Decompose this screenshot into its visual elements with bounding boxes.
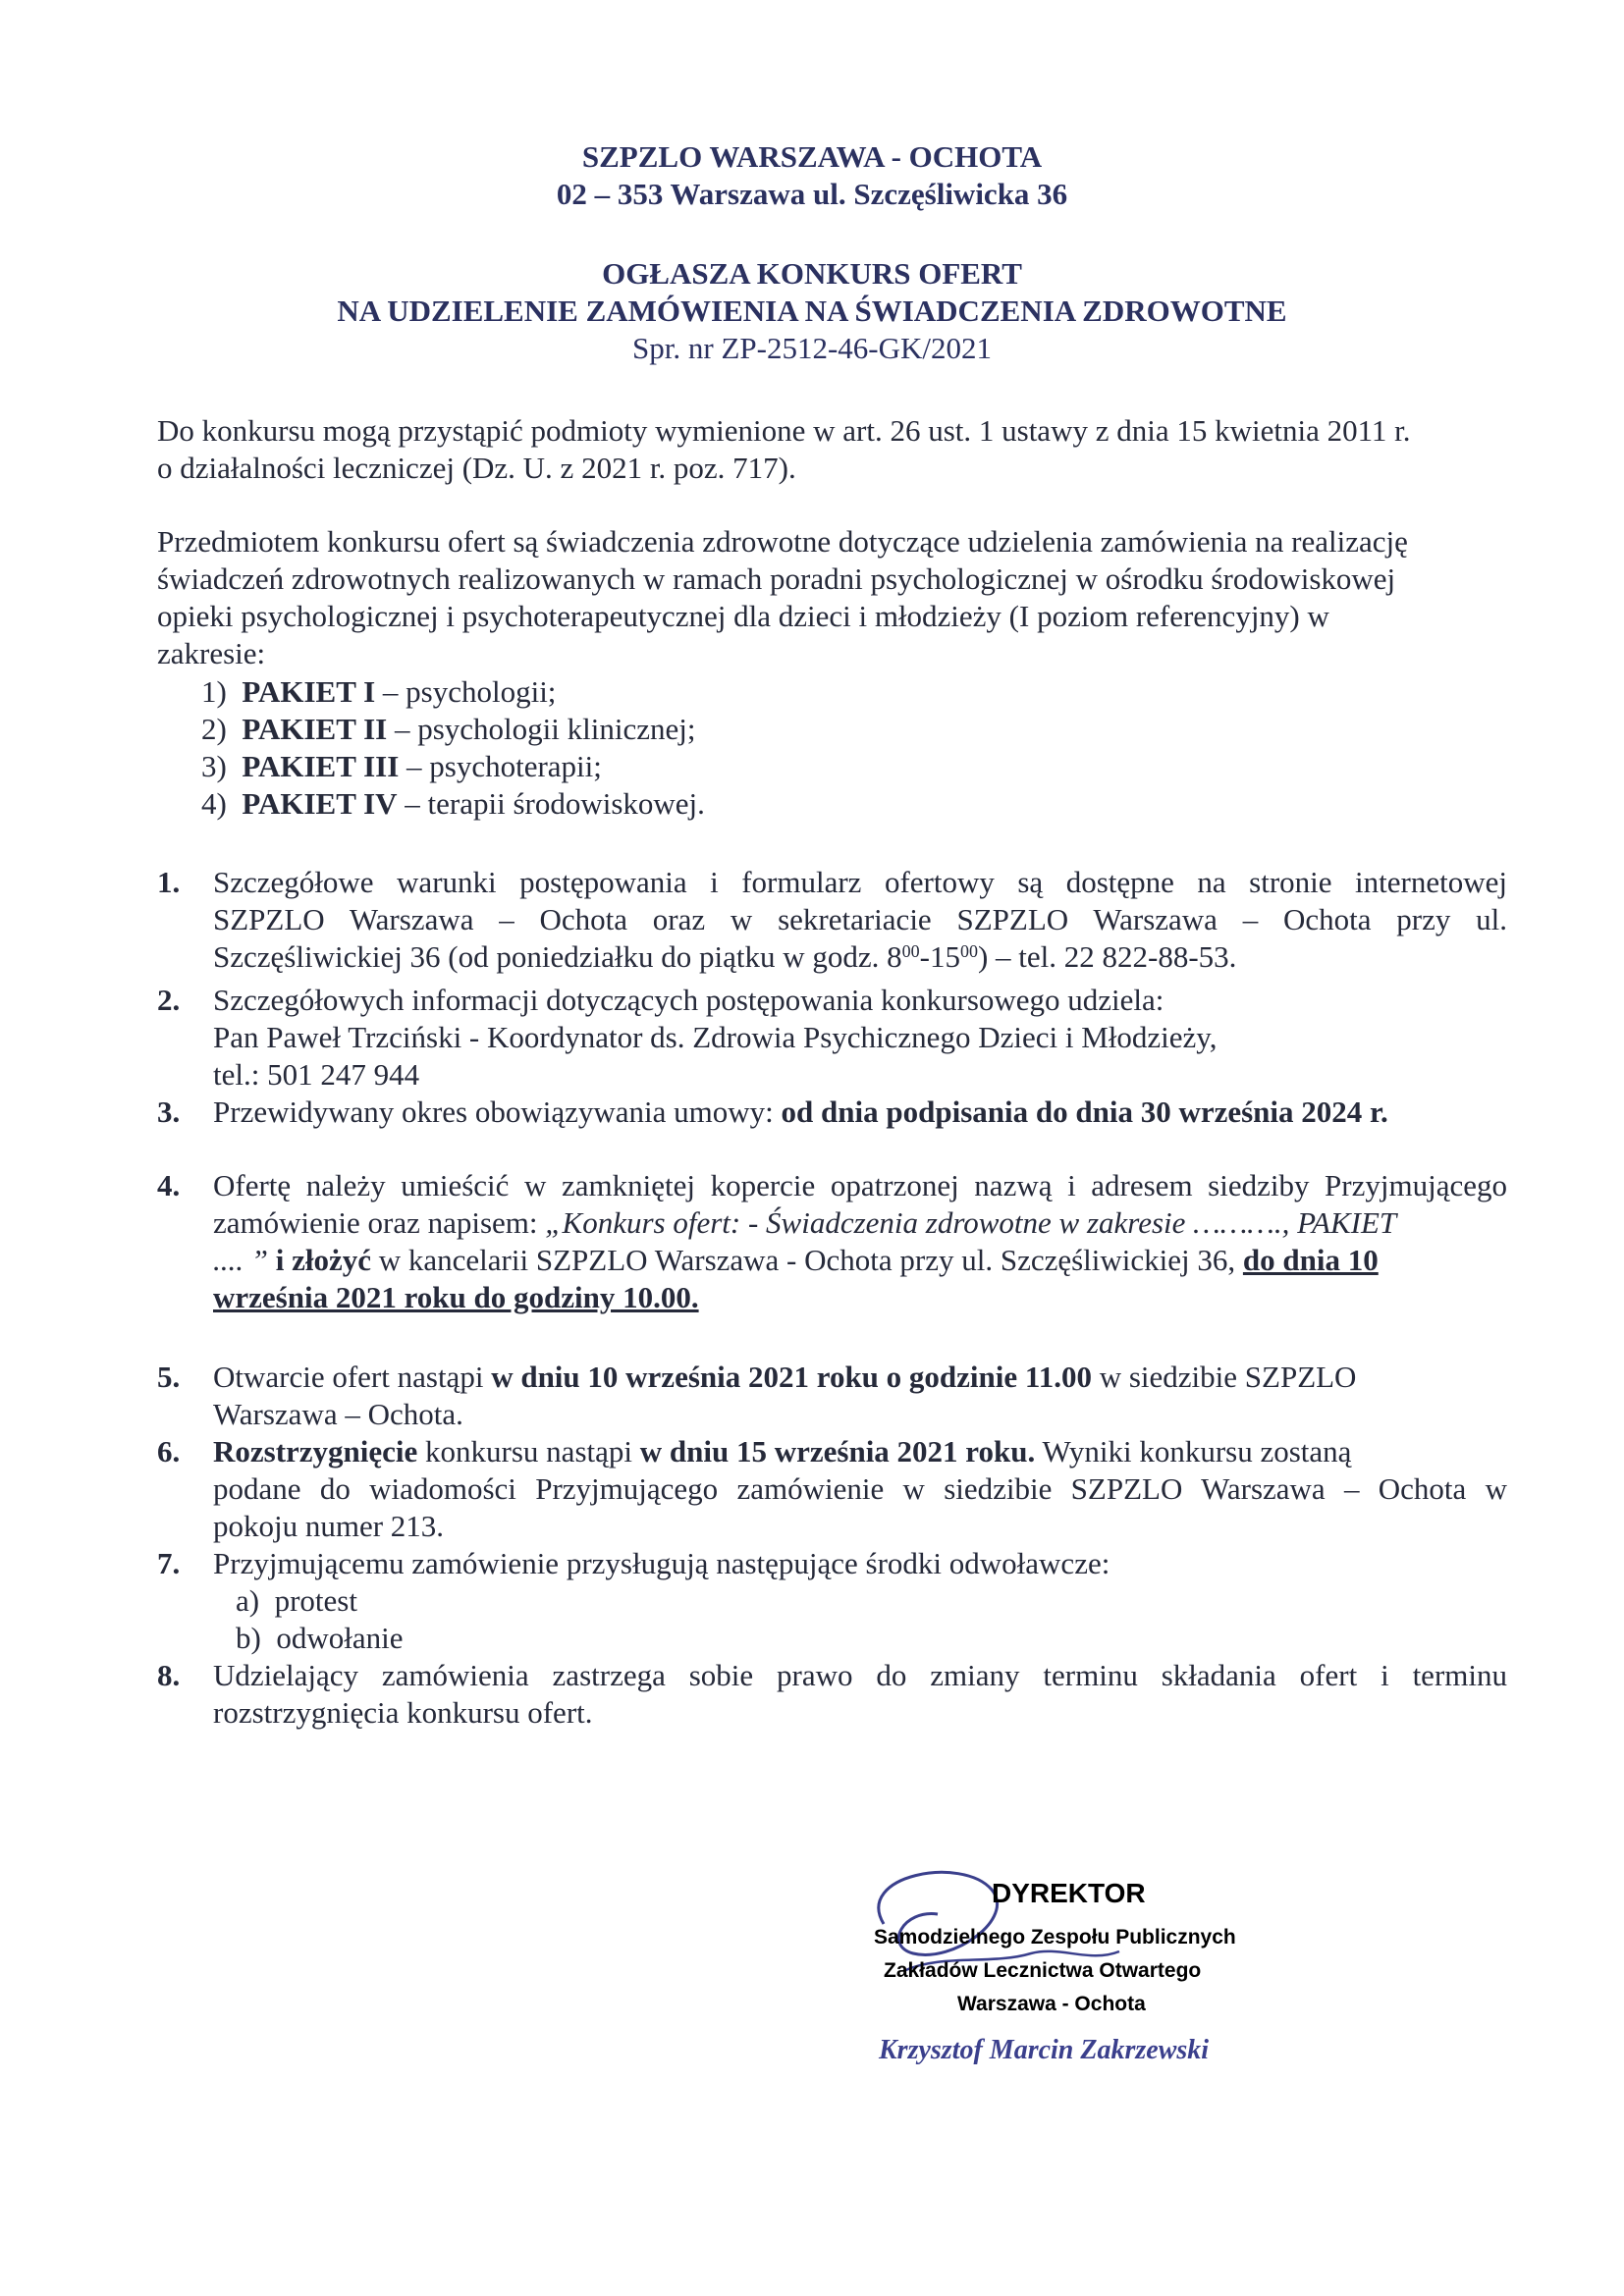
org-address: 02 – 353 Warszawa ul. Szczęśliwicka 36 (556, 177, 1068, 211)
package-item: 4) PAKIET IV – terapii środowiskowej. (201, 786, 705, 821)
item-number: 2. (157, 983, 181, 1017)
header-block (0, 138, 1624, 213)
item-number: 1. (157, 865, 181, 899)
list-item: 1. Szczegółowe warunki postępowania i formularz ofertowy są dostępne na stronie internetowej SZPZLO Warszawa – Ochota oraz w sekretariacie SZPZLO Warszawa – Ochota przy ul. Szczęśliwickiej 36 (od poniedziałku do piątku w godz. $8^{00}-15^{00}$) – tel. 22 822-88-53. (157, 865, 1507, 974)
package-name: PAKIET III (242, 749, 400, 783)
subject-paragraph (157, 523, 1507, 672)
stamp-line: Samodzielnego Zespołu Publicznych (874, 1926, 1236, 1949)
sub-item: a) protest (236, 1583, 357, 1618)
package-name: PAKIET IV (242, 786, 398, 821)
case-number: Spr. nr ZP-2512-46-GK/2021 (632, 331, 992, 365)
package-name: PAKIET I (242, 674, 376, 709)
item-number: 4. (157, 1168, 181, 1202)
package-item: 1) PAKIET I – psychologii; (201, 674, 557, 709)
stamp-title: DYREKTOR (992, 1878, 1146, 1908)
item-number: 7. (157, 1546, 181, 1580)
item-number: 3. (157, 1095, 181, 1129)
stamp-line: Zakładów Lecznictwa Otwartego (884, 1959, 1202, 1982)
intro-line: Do konkursu mogą przystąpić podmioty wymienione w art. 26 ust. 1 ustawy z dnia 15 kwietnia 2011 r. (157, 413, 1411, 448)
list-item: 6. Rozstrzygnięcie konkursu nastąpi w dniu 15 września 2021 roku. Wyniki konkursu zostaną podane do wiadomości Przyjmującego zamówienie w siedzibie SZPZLO Warszawa – Ochota w pokoju numer 213. (157, 1434, 1507, 1543)
org-name: SZPZLO WARSZAWA - OCHOTA (581, 139, 1043, 174)
package-name: PAKIET II (242, 712, 388, 746)
subject-line: Przedmiotem konkursu ofert są świadczenia zdrowotne dotyczące udzielenia zamówienia na realizację (157, 524, 1408, 559)
sub-item: b) odwołanie (236, 1621, 404, 1655)
intro-line: o działalności leczniczej (Dz. U. z 2021 r. poz. 717). (157, 451, 796, 485)
signer-name: Krzysztof Marcin Zakrzewski (879, 2035, 1210, 2065)
announcement-title: OGŁASZA KONKURS OFERT (602, 256, 1022, 291)
list-item: 4. Ofertę należy umieścić w zamkniętej kopercie opatrzonej nazwą i adresem siedziby Przyjmującego zamówienie oraz napisem: „Konkurs ofert: - Świadczenia zdrowotne w zakresie ………., PAKIET .... ” i złożyć w kancelarii SZPZLO Warszawa - Ochota przy ul. Szczęśliwickiej 36, do dnia 10 września 2021 roku do godziny 10.00. (157, 1168, 1507, 1314)
intro-paragraph (157, 412, 1507, 487)
item-number: 8. (157, 1658, 181, 1692)
list-item: 5. Otwarcie ofert nastąpi w dniu 10 września 2021 roku o godzinie 11.00 w siedzibie SZPZLO Warszawa – Ochota. (157, 1360, 1357, 1431)
list-item: 3. Przewidywany okres obowiązywania umowy: od dnia podpisania do dnia 30 września 2024 r. (157, 1095, 1388, 1129)
subject-line: świadczeń zdrowotnych realizowanych w ramach poradni psychologicznej w ośrodku środowiskowej (157, 561, 1396, 596)
list-item: 7. Przyjmującemu zamówienie przysługują następujące środki odwoławcze: (157, 1546, 1110, 1580)
item-number: 6. (157, 1434, 181, 1468)
package-item: 3) PAKIET III – psychoterapii; (201, 749, 602, 783)
stamp-line: Warszawa - Ochota (957, 1993, 1146, 2015)
package-item: 2) PAKIET II – psychologii klinicznej; (201, 712, 696, 746)
announcement-subject: NA UDZIELENIE ZAMÓWIENIA NA ŚWIADCZENIA ZDROWOTNE (337, 294, 1287, 328)
subject-line: zakresie: (157, 636, 266, 670)
list-item: 8. Udzielający zamówienia zastrzega sobie prawo do zmiany terminu składania ofert i terminu rozstrzygnięcia konkursu ofert. (157, 1658, 1507, 1730)
item-number: 5. (157, 1360, 181, 1394)
subject-line: opieki psychologicznej i psychoterapeutycznej dla dzieci i młodzieży (I poziom referencyjny) w (157, 599, 1329, 633)
announcement-block (0, 255, 1624, 367)
list-item: 2. Szczegółowych informacji dotyczących postępowania konkursowego udziela: Pan Paweł Trzciński - Koordynator ds. Zdrowia Psychicznego Dzieci i Młodzieży, tel.: 501 247 944 (157, 983, 1218, 1092)
